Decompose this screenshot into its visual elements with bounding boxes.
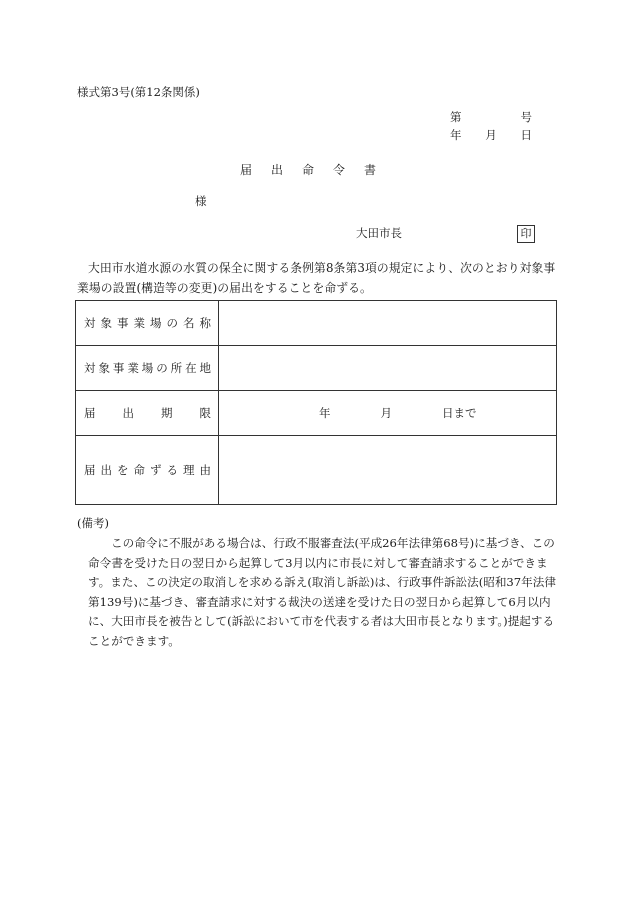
title-char: 届 bbox=[240, 163, 253, 177]
date-year: 年 bbox=[450, 128, 462, 142]
number-suffix: 号 bbox=[520, 110, 532, 124]
row-value-facility-location bbox=[219, 346, 557, 391]
deadline-month: 月 bbox=[380, 406, 393, 420]
title-char: 書 bbox=[364, 163, 377, 177]
addressee-honorific: 様 bbox=[195, 194, 207, 208]
row-label-deadline: 届出期限 bbox=[76, 391, 219, 436]
title-char: 出 bbox=[271, 163, 284, 177]
title-char: 命 bbox=[302, 163, 315, 177]
number-prefix: 第 bbox=[450, 110, 462, 124]
issuer-name: 大田市長 bbox=[356, 226, 402, 240]
table-row bbox=[76, 391, 557, 436]
date-day: 日 bbox=[520, 128, 532, 142]
table-row bbox=[76, 346, 557, 391]
deadline-year: 年 bbox=[319, 406, 331, 420]
row-label-reason: 届出を命ずる理由 bbox=[76, 436, 219, 505]
deadline-day: 日まで bbox=[442, 406, 477, 420]
table-row bbox=[76, 436, 557, 505]
order-details-table bbox=[75, 300, 557, 505]
row-value-facility-name bbox=[219, 301, 557, 346]
document-date-line bbox=[450, 130, 532, 142]
row-value-deadline bbox=[219, 391, 557, 436]
document-title bbox=[240, 164, 395, 176]
form-number-label: 様式第3号(第12条関係) bbox=[77, 85, 200, 99]
order-body-text: 大田市水道水源の水質の保全に関する条例第8条第3項の規定により、次のとおり対象事業場の設置(構造等の変更)の届出をすることを命ずる。 bbox=[77, 261, 556, 295]
seal-mark: 印 bbox=[517, 225, 535, 243]
table-row bbox=[76, 301, 557, 346]
remarks-heading: (備考) bbox=[77, 516, 109, 530]
date-month: 月 bbox=[485, 128, 497, 142]
document-number-line bbox=[450, 112, 532, 124]
row-label-facility-name: 対象事業場の名称 bbox=[76, 301, 219, 346]
title-char: 令 bbox=[333, 163, 346, 177]
deadline-fields bbox=[219, 405, 556, 421]
remarks-text: この命令に不服がある場合は、行政不服審査法(平成26年法律第68号)に基づき、この命令書を受けた日の翌日から起算して3月以内に市長に対して審査請求することができます。また、この決定の取消しを求める訴え(取消し訴訟)は、行政事件訴訟法(昭和37年法律第139号)に基づき、審査請求に対する裁決の送達を受けた日の翌日から起算して6月以内に、大田市長を被告として(訴訟において市を代表する者は大田市長となります。)提起することができます。 bbox=[88, 536, 556, 648]
row-value-reason bbox=[219, 436, 557, 505]
row-label-facility-location: 対象事業場の所在地 bbox=[76, 346, 219, 391]
